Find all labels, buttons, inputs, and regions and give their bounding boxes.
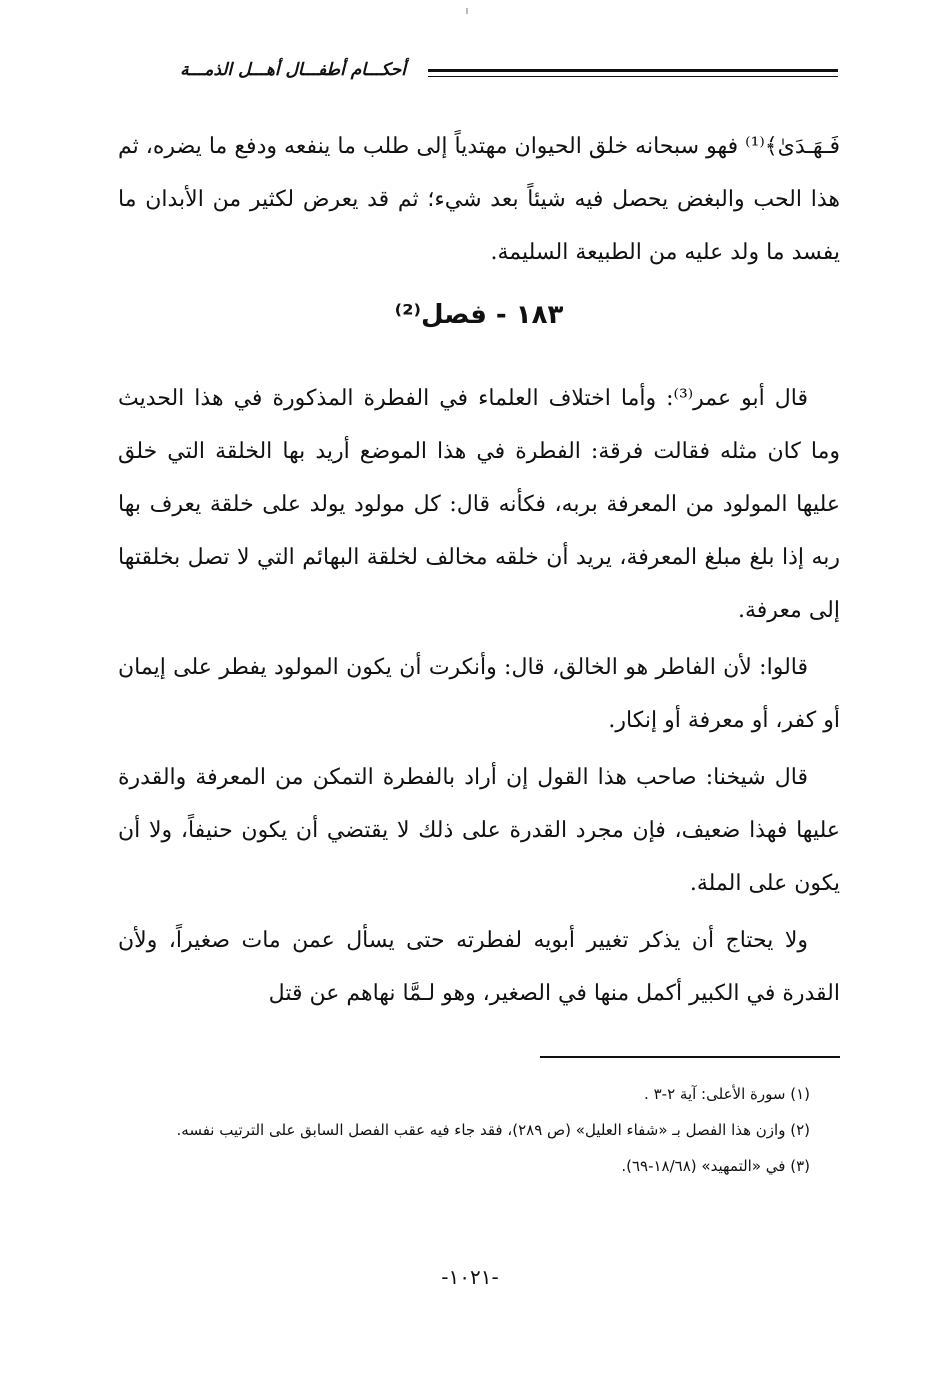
body-text-main (118, 372, 840, 1020)
scan-artifact (466, 8, 468, 14)
footnotes (118, 1076, 840, 1184)
header-rule-thin (428, 76, 838, 77)
footnote-separator (540, 1056, 840, 1058)
running-title: أحكـــام أطفـــال أهـــل الذمـــة (180, 60, 406, 80)
page-number: -١٠٢١- (441, 1265, 499, 1289)
body-paragraph: ولا يحتاج أن يذكر تغيير أبويه لفطرته حتى يسأل عمن مات صغيراً، ولأن القدرة في الكبير أكمل منها في الصغير، وهو لـمَّا نهاهم عن قتل (118, 928, 840, 1006)
section-heading: ١٨٣ - فصل⁽²⁾ (394, 300, 564, 330)
body-text-top (118, 120, 840, 279)
header-rule-thick (428, 69, 838, 72)
footnote: (١) سورة الأعلى: آية ٢-٣ . (644, 1085, 810, 1103)
body-paragraph: قال شيخنا: صاحب هذا القول إن أراد بالفطرة التمكن من المعرفة والقدرة عليها فهذا ضعيف، فإن مجرد القدرة على ذلك لا يقتضي أن يكون حنيفاً، ولا أن يكون على الملة. (118, 765, 840, 896)
body-paragraph: فَـهَـدَىٰ﴾⁽¹⁾ فهو سبحانه خلق الحيوان مهتدياً إلى طلب ما ينفعه ودفع ما يضره، ثم هذا الحب والبغض يحصل فيه شيئاً بعد شيء؛ ثم قد يعرض لكثير من الأبدان ما يفسد ما ولد عليه من الطبيعة السليمة. (118, 134, 840, 265)
body-paragraph: قالوا: لأن الفاطر هو الخالق، قال: وأنكرت أن يكون المولود يفطر على إيمان أو كفر، أو معرفة أو إنكار. (118, 655, 840, 733)
body-paragraph: قال أبو عمر⁽³⁾: وأما اختلاف العلماء في الفطرة المذكورة في هذا الحديث وما كان مثله فقالت فرقة: الفطرة في هذا الموضع أريد بها الخلقة التي خلق عليها المولود من المعرفة بربه، فكأنه قال: كل مولود يولد على خلقة يعرف بها ربه إذا بلغ مبلغ المعرفة، يريد أن خلقه مخالف لخلقة البهائم التي لا تصل بخلقتها إلى معرفة. (118, 386, 840, 623)
page-header (118, 58, 838, 94)
footnote: (٣) في «التمهيد» (١٨/٦٨-٦٩). (621, 1157, 810, 1175)
footnote: (٢) وازن هذا الفصل بـ «شفاء العليل» (ص ٢٨٩)، فقد جاء فيه عقب الفصل السابق على الترتيب نفسه. (176, 1121, 810, 1139)
